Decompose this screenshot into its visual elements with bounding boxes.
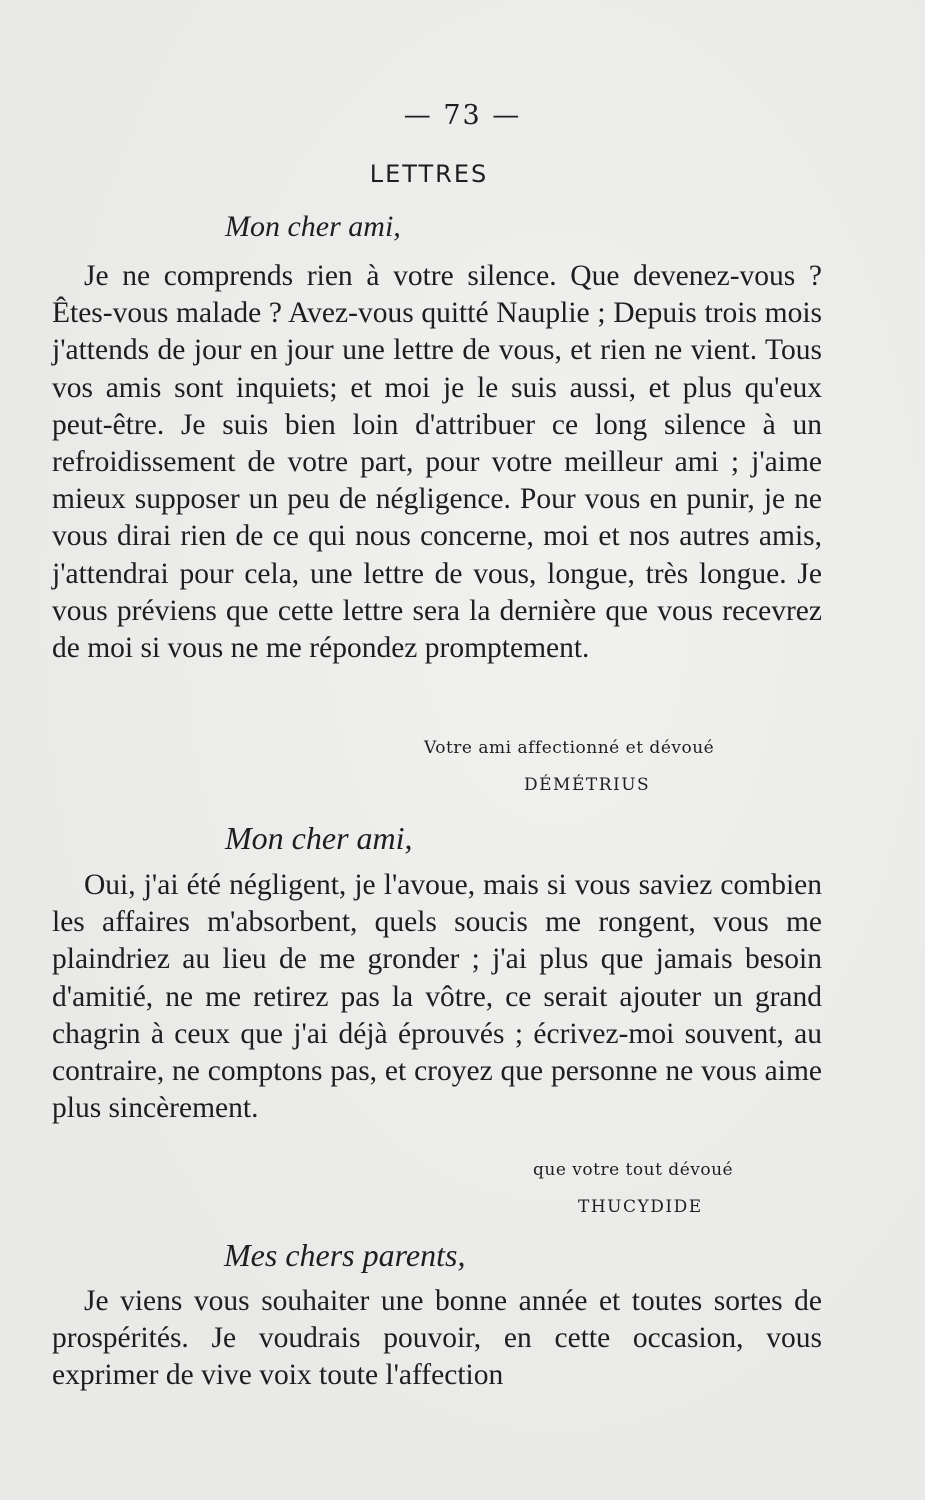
letter-1-signature: DÉMÉTRIUS	[524, 775, 651, 795]
letter-1-body: Je ne comprends rien à votre silence. Que devenez-vous ? Êtes-vous malade ? Avez-vous quitté Nauplie ; Depuis trois mois j'attends de jour en jour une lettre de vous, et rien ne vient. Tous vos amis sont inquiets; et moi je le suis aussi, et plus qu'eux peut-être. Je suis bien loin d'attribuer ce long silence à un refroidissement de votre part, pour votre meilleur ami ; j'aime mieux supposer un peu de négligence. Pour vous en punir, je ne vous dirai rien de ce qui nous concerne, moi et nos autres amis, j'attendrai pour cela, une lettre de vous, longue, très longue. Je vous préviens que cette lettre sera la dernière que vous recevrez de moi si vous ne me répondez promptement.	[52, 260, 822, 665]
letter-3-salutation: Mes chers parents,	[224, 1237, 466, 1273]
page-number: — 73 —	[403, 100, 522, 131]
letter-1-closing: Votre ami affectionné et dévoué	[424, 738, 715, 758]
letter-2-body: Oui, j'ai été négligent, je l'avoue, mais si vous saviez combien les affaires m'absorbent, quels soucis me rongent, vous me plaindriez au lieu de me gronder ; j'ai plus que jamais besoin d'amitié, ne me retirez pas la vôtre, ce serait ajouter un grand chagrin à ceux que j'ai déjà éprouvés ; écrivez-moi souvent, au contraire, ne comptons pas, et croyez que personne ne vous aime plus sincèrement.	[52, 869, 822, 1125]
section-title: LETTRES	[369, 160, 489, 188]
letter-3-body: Je viens vous souhaiter une bonne année et toutes sortes de prospérités. Je voudrais pouvoir, en cette occasion, vous exprimer de vive voix toute l'affection	[52, 1285, 822, 1392]
letter-2-signature: THUCYDIDE	[578, 1197, 703, 1217]
letter-1-salutation: Mon cher ami,	[225, 210, 401, 243]
letter-2-salutation: Mon cher ami,	[225, 820, 413, 856]
letter-2-closing: que votre tout dévoué	[533, 1160, 734, 1180]
